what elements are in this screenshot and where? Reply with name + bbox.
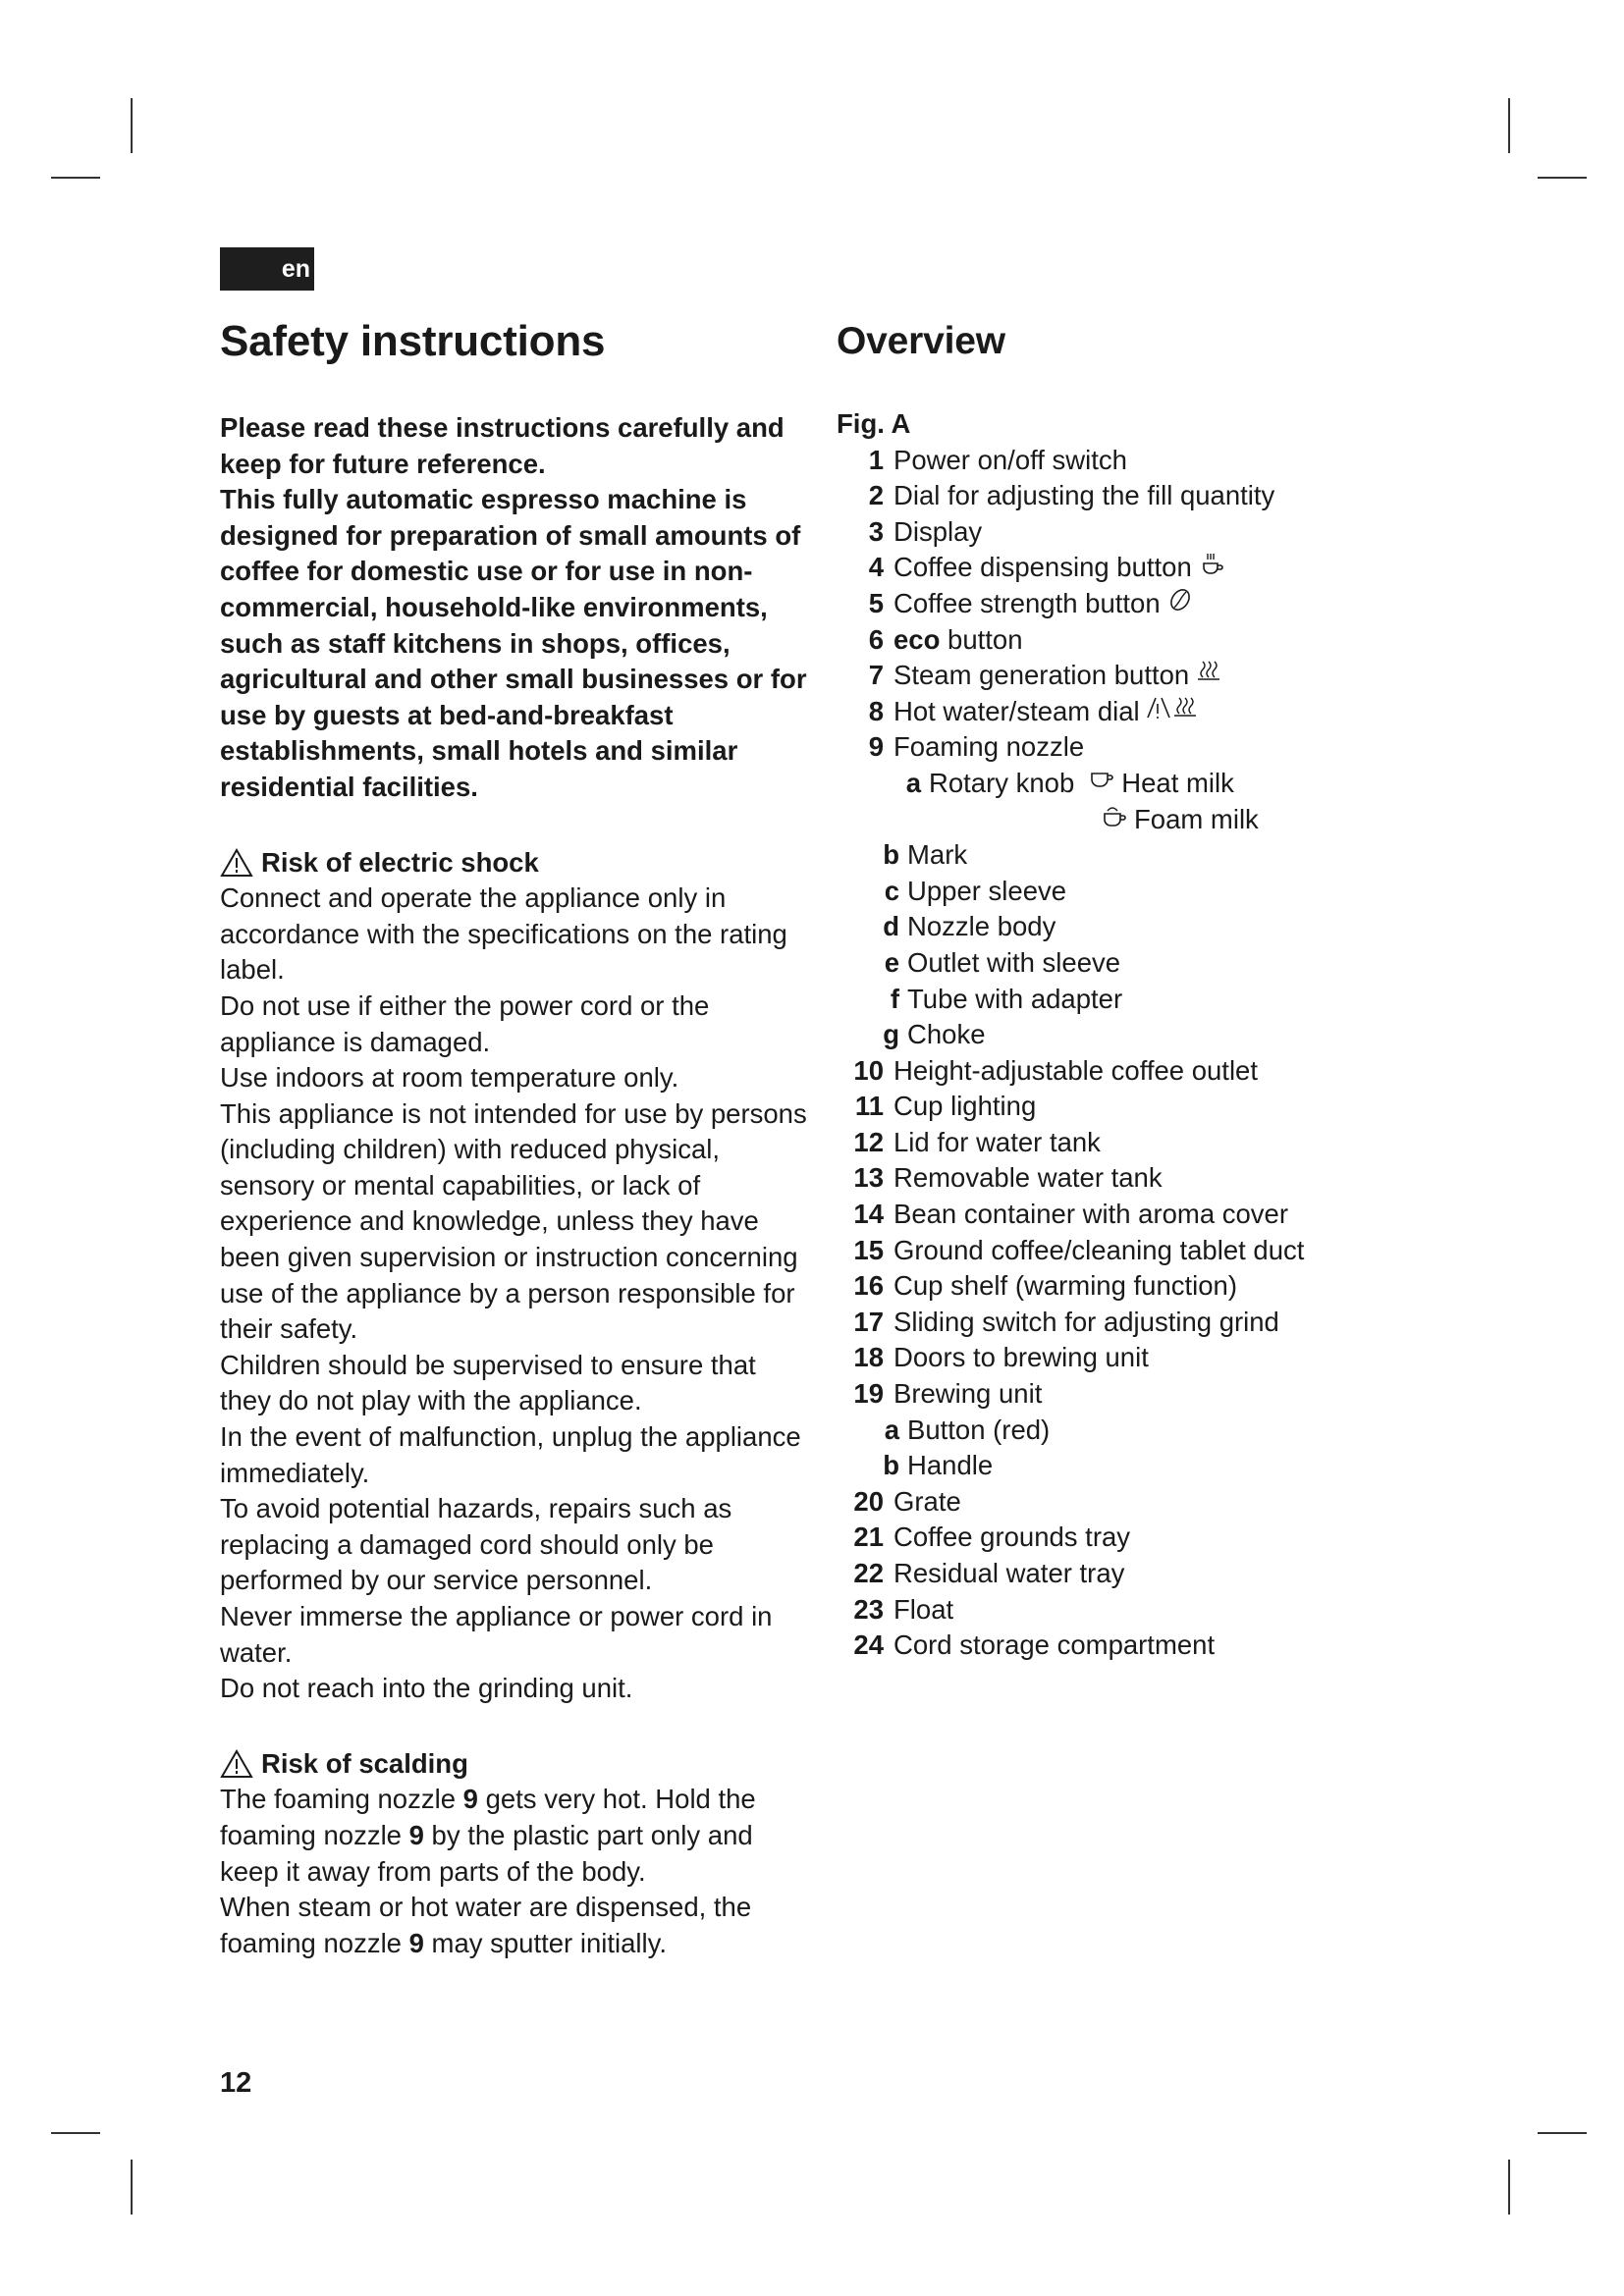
shock-paragraph: Children should be supervised to ensure that they do not play with the appliance. bbox=[220, 1349, 756, 1416]
warning-triangle-icon bbox=[220, 1749, 253, 1779]
list-item: g Choke bbox=[883, 1019, 986, 1050]
list-item: b Handle bbox=[883, 1450, 994, 1481]
list-item: a Rotary knob Heat milk bbox=[905, 767, 1234, 798]
intro-text bbox=[220, 410, 809, 806]
safety-column bbox=[220, 312, 809, 1961]
scalding-section bbox=[220, 1746, 809, 1962]
page-number: 12 bbox=[220, 2067, 252, 2099]
list-item: 10 Height-adjustable coffee outlet bbox=[853, 1054, 1258, 1086]
crop-mark bbox=[1508, 2160, 1510, 2215]
list-item: 24 Cord storage compartment bbox=[853, 1629, 1216, 1661]
list-item: 18 Doors to brewing unit bbox=[853, 1342, 1149, 1373]
list-item: 2 Dial for adjusting the fill quantity bbox=[868, 480, 1275, 511]
list-item: f Tube with adapter bbox=[890, 983, 1123, 1014]
list-item: 1 Power on/off switch bbox=[868, 444, 1127, 475]
shock-paragraph: Never immerse the appliance or power cord in water. bbox=[220, 1601, 773, 1668]
hot-water-steam-icon bbox=[1146, 694, 1201, 721]
language-tab: en bbox=[220, 247, 314, 291]
list-item: 13 Removable water tank bbox=[853, 1162, 1163, 1194]
steam-icon bbox=[1195, 658, 1222, 685]
crop-mark bbox=[131, 98, 133, 153]
overview-column bbox=[837, 312, 1347, 1664]
crop-mark bbox=[131, 2160, 133, 2215]
list-item: 7 Steam generation button bbox=[837, 658, 1347, 694]
list-item: 16 Cup shelf (warming function) bbox=[853, 1270, 1238, 1302]
list-item: 6 eco button bbox=[868, 623, 1023, 655]
list-item: d Nozzle body bbox=[883, 911, 1056, 942]
coffee-cup-icon bbox=[1198, 550, 1225, 577]
list-item: 17 Sliding switch for adjusting grind bbox=[853, 1306, 1279, 1337]
list-item: b Mark bbox=[883, 839, 968, 871]
scalding-paragraph: When steam or hot water are dispensed, the foaming nozzle 9 may sputter initially. bbox=[220, 1892, 752, 1958]
crop-mark bbox=[51, 2132, 100, 2134]
list-item: a Button (red) bbox=[884, 1414, 1051, 1445]
list-item: 3 Display bbox=[868, 515, 983, 547]
electric-shock-section bbox=[220, 845, 809, 1707]
shock-paragraph: To avoid potential hazards, repairs such as replacing a damaged cord should only be performed by our service personnel. bbox=[220, 1493, 732, 1596]
list-item: 4 Coffee dispensing button bbox=[837, 550, 1347, 586]
scalding-paragraph: The foaming nozzle 9 gets very hot. Hold the foaming nozzle 9 by the plastic part only and keep it away from parts of the body. bbox=[220, 1784, 756, 1887]
crop-mark bbox=[1508, 98, 1510, 153]
list-item: 12 Lid for water tank bbox=[853, 1126, 1101, 1157]
coffee-bean-icon bbox=[1166, 586, 1194, 614]
shock-paragraph: Use indoors at room temperature only. bbox=[220, 1062, 679, 1094]
list-item: e Outlet with sleeve bbox=[884, 946, 1121, 978]
list-item: Foam milk bbox=[837, 802, 1347, 838]
crop-mark bbox=[1538, 2132, 1587, 2134]
scalding-heading: Risk of scalding bbox=[220, 1746, 809, 1783]
intro-line: Please read these instructions carefully and keep for future reference. bbox=[220, 412, 785, 479]
warning-triangle-icon bbox=[220, 848, 253, 878]
list-item: 8 Hot water/steam dial bbox=[837, 694, 1347, 730]
list-item: 9 Foaming nozzle bbox=[868, 731, 1085, 763]
foam-milk-cup-icon bbox=[1101, 802, 1128, 829]
list-item: c Upper sleeve bbox=[884, 875, 1067, 906]
list-item: 11 Cup lighting bbox=[854, 1091, 1037, 1122]
overview-list bbox=[837, 443, 1347, 1664]
list-item: 14 Bean container with aroma cover bbox=[853, 1199, 1289, 1230]
shock-paragraph: This appliance is not intended for use by persons (including children) with reduced physical, sensory or mental capabilities, or lack of experience and knowledge, unless they have been given supervision or instruction concerning use of the appliance by a person responsible for their safety. bbox=[220, 1097, 807, 1345]
shock-paragraph: In the event of malfunction, unplug the appliance immediately. bbox=[220, 1421, 801, 1488]
shock-paragraph: Connect and operate the appliance only in accordance with the specifications on the rating label. bbox=[220, 882, 787, 986]
crop-mark bbox=[1538, 177, 1587, 179]
shock-paragraph: Do not use if either the power cord or the appliance is damaged. bbox=[220, 989, 710, 1057]
list-item: 20 Grate bbox=[853, 1485, 961, 1517]
list-item: 15 Ground coffee/cleaning tablet duct bbox=[853, 1234, 1305, 1265]
electric-shock-heading: Risk of electric shock bbox=[220, 845, 809, 881]
safety-title: Safety instructions bbox=[220, 317, 606, 365]
list-item: 19 Brewing unit bbox=[853, 1378, 1043, 1410]
list-item: 23 Float bbox=[853, 1593, 954, 1625]
list-item: 5 Coffee strength button bbox=[837, 586, 1347, 622]
figure-label: Fig. A bbox=[837, 408, 911, 439]
list-item: 22 Residual water tray bbox=[853, 1558, 1125, 1588]
list-item: 21 Coffee grounds tray bbox=[853, 1522, 1131, 1553]
milk-cup-icon bbox=[1088, 766, 1115, 793]
intro-line: This fully automatic espresso machine is designed for preparation of small amounts of coffee for domestic use or for use in non-commercial, household-like environments, such as staff kitchens in shops, offices, agricultural and other small businesses or for use by guests at bed-and-breakfast establishments, small hotels and similar residential facilities. bbox=[220, 484, 807, 802]
crop-mark bbox=[51, 177, 100, 179]
shock-paragraph: Do not reach into the grinding unit. bbox=[220, 1673, 633, 1704]
overview-title: Overview bbox=[837, 320, 1005, 362]
